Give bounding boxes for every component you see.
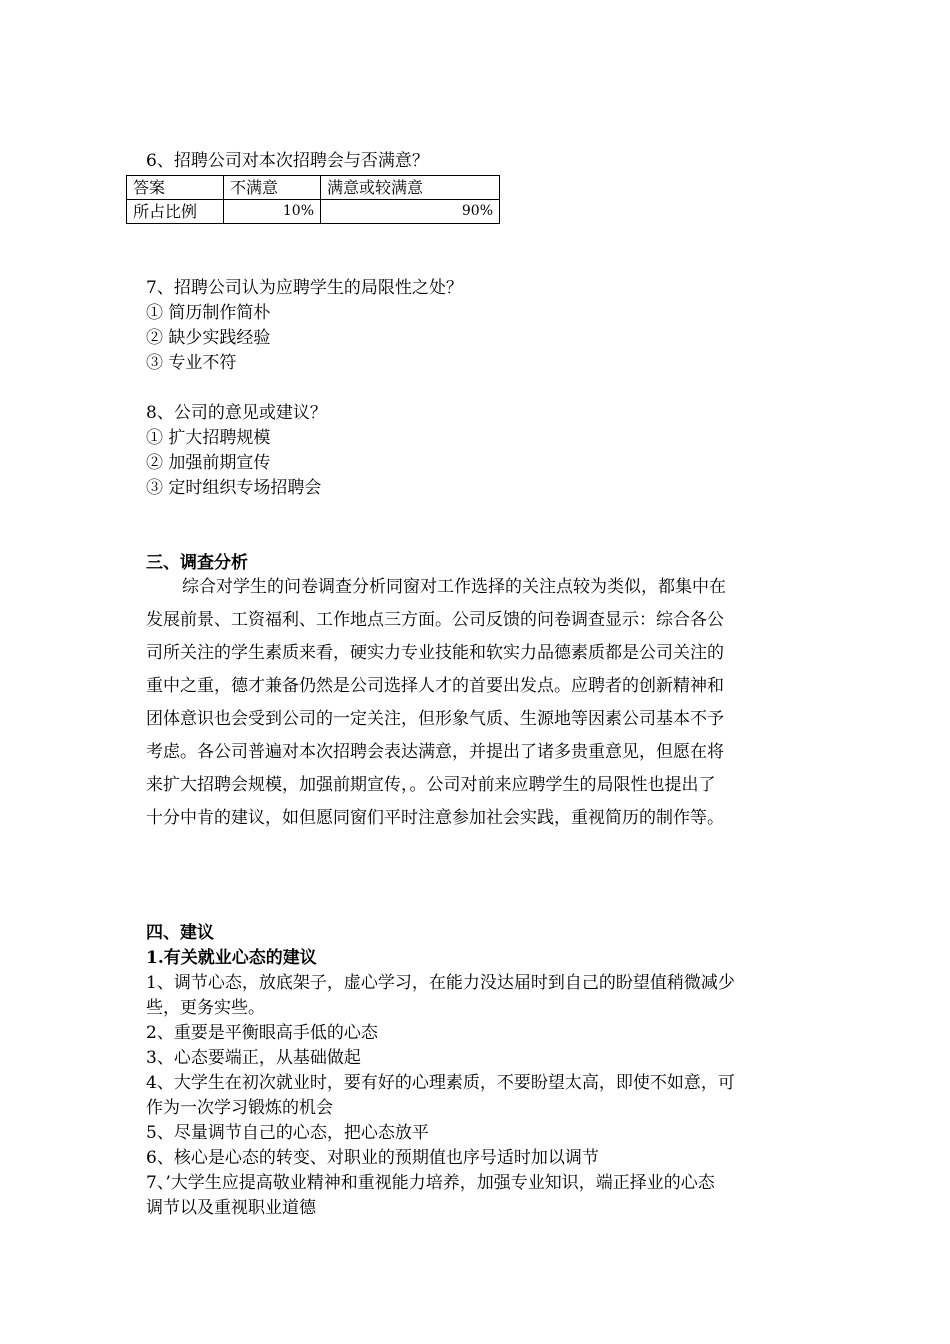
table-cell-unsatisfied: 10% bbox=[224, 200, 321, 224]
advice-line: 7、’大学生应提高敬业精神和重视能力培养，加强专业知识，端正择业的心态 bbox=[146, 1173, 715, 1193]
section3-heading: 三、调查分析 bbox=[146, 553, 248, 573]
advice-line: 1、调节心态，放底架子，虚心学习，在能力没达届时到自己的盼望值稍微减少 bbox=[146, 973, 735, 993]
list-item: ③ 专业不符 bbox=[146, 353, 237, 373]
satisfaction-table bbox=[126, 175, 500, 224]
table-header-unsatisfied: 不满意 bbox=[224, 176, 321, 200]
q7-title: 7、招聘公司认为应聘学生的局限性之处？ bbox=[146, 278, 463, 298]
advice-line: 调节以及重视职业道德 bbox=[146, 1198, 316, 1218]
list-item: ③ 定时组织专场招聘会 bbox=[146, 478, 322, 498]
table-header-satisfied: 满意或较满意 bbox=[321, 176, 500, 200]
advice-line: 6、核心是心态的转变、对职业的预期值也序号适时加以调节 bbox=[146, 1148, 599, 1168]
q6-title: 6、招聘公司对本次招聘会与否满意？ bbox=[146, 151, 429, 171]
paragraph-line: 司所关注的学生素质来看，硬实力专业技能和软实力品德素质都是公司关注的 bbox=[146, 643, 724, 663]
table-cell-satisfied: 90% bbox=[321, 200, 500, 224]
paragraph-line: 来扩大招聘会规模，加强前期宣传，。公司对前来应聘学生的局限性也提出了 bbox=[146, 775, 716, 795]
paragraph-line: 团体意识也会受到公司的一定关注，但形象气质、生源地等因素公司基本不予 bbox=[146, 709, 724, 729]
paragraph-line: 综合对学生的问卷调查分析同窗对工作选择的关注点较为类似，都集中在 bbox=[182, 577, 726, 597]
advice-line: 些，更务实些。 bbox=[146, 998, 265, 1018]
list-item: ② 加强前期宣传 bbox=[146, 453, 271, 473]
advice-line: 5、尽量调节自己的心态，把心态放平 bbox=[146, 1123, 429, 1143]
list-item: ① 扩大招聘规模 bbox=[146, 428, 271, 448]
advice-line: 2、重要是平衡眼高手低的心态 bbox=[146, 1023, 378, 1043]
advice-line: 4、大学生在初次就业时，要有好的心理素质，不要盼望太高，即使不如意，可 bbox=[146, 1073, 735, 1093]
paragraph-line: 考虑。各公司普遍对本次招聘会表达满意，并提出了诸多贵重意见，但愿在将 bbox=[146, 742, 724, 762]
list-item: ② 缺少实践经验 bbox=[146, 328, 271, 348]
paragraph-line: 重中之重，德才兼备仍然是公司选择人才的首要出发点。应聘者的创新精神和 bbox=[146, 676, 724, 696]
paragraph-line: 十分中肯的建议，如但愿同窗们平时注意参加社会实践，重视简历的制作等。 bbox=[146, 808, 724, 828]
q8-title: 8、公司的意见或建议？ bbox=[146, 403, 327, 423]
advice-line: 3、心态要端正，从基础做起 bbox=[146, 1048, 361, 1068]
table-header-row bbox=[127, 176, 500, 200]
table-row bbox=[127, 200, 500, 224]
paragraph-line: 发展前景、工资福利、工作地点三方面。公司反馈的问卷调查显示：综合各公 bbox=[146, 610, 724, 630]
section4-subheading: 1.有关就业心态的建议 bbox=[146, 948, 317, 968]
list-item: ① 简历制作简朴 bbox=[146, 303, 271, 323]
table-row-label: 所占比例 bbox=[127, 200, 224, 224]
advice-line: 作为一次学习锻炼的机会 bbox=[146, 1098, 333, 1118]
table-header-answer: 答案 bbox=[127, 176, 224, 200]
section4-heading: 四、建议 bbox=[146, 923, 214, 943]
